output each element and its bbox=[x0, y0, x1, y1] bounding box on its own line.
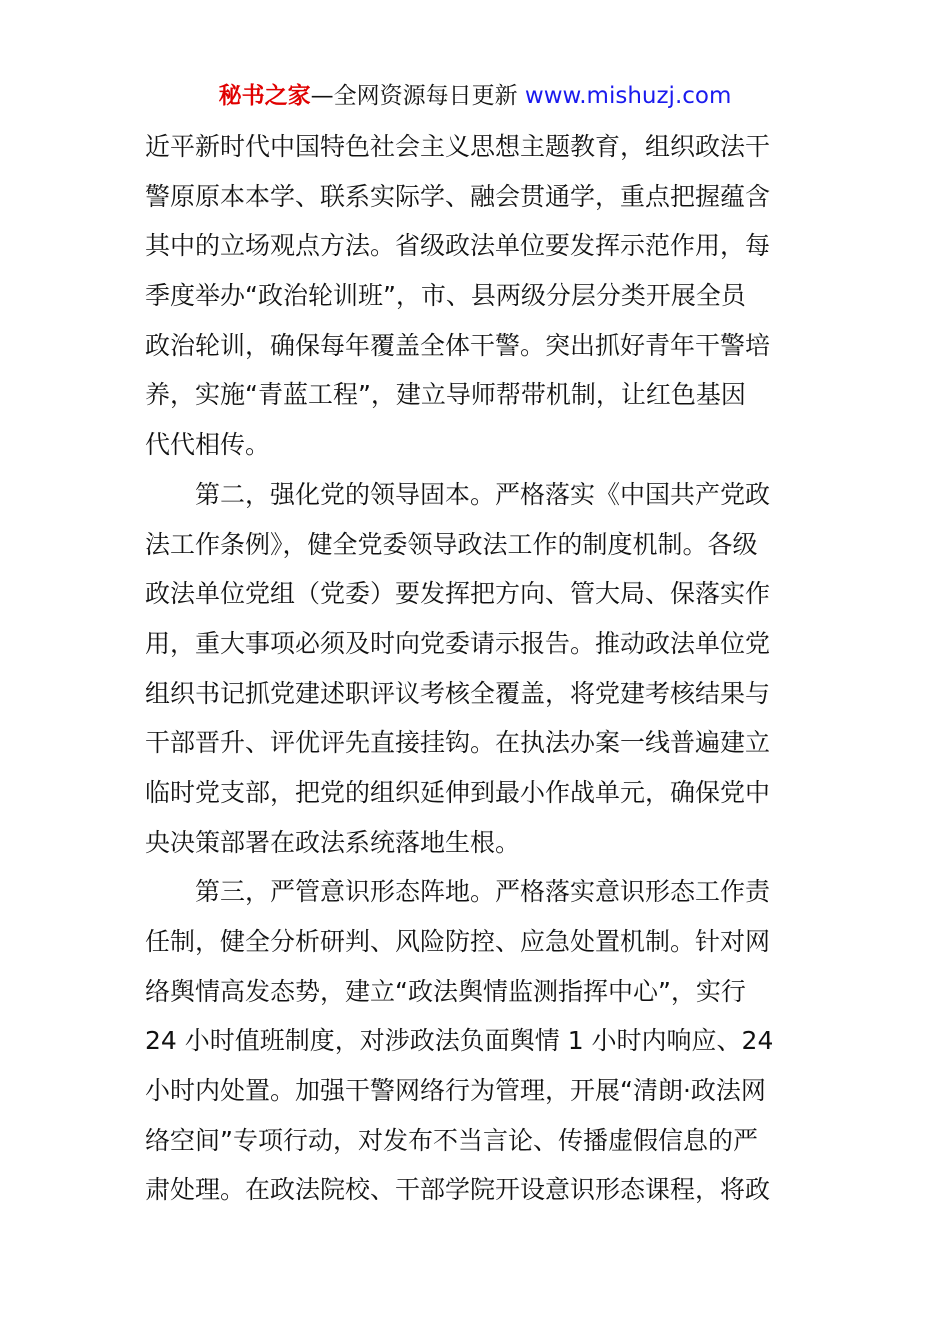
document-body bbox=[145, 122, 810, 1215]
paragraph-3-first-line: 第三，严管意识形态阵地。严格落实意识形态工作责 bbox=[145, 877, 771, 907]
text-line: 养，实施“青蓝工程”，建立导师帮带机制，让红色基因 bbox=[145, 380, 746, 410]
text-line: 近平新时代中国特色社会主义思想主题教育，组织政法干 bbox=[145, 132, 771, 161]
page-header bbox=[0, 78, 950, 114]
text-line: 小时内处置。加强干警网络行为管理，开展“清朗·政法网 bbox=[145, 1076, 766, 1106]
text-line: 络空间”专项行动，对发布不当言论、传播虚假信息的严 bbox=[145, 1125, 758, 1155]
text-line: 政治轮训，确保每年覆盖全体干警。突出抓好青年干警培 bbox=[145, 330, 771, 360]
text-line: 季度举办“政治轮训班”，市、县两级分层分类开展全员 bbox=[145, 281, 746, 311]
site-url-link[interactable]: www.mishuzj.com bbox=[524, 83, 732, 109]
text-line: 政法单位党组（党委）要发挥把方向、管大局、保落实作 bbox=[145, 579, 771, 609]
text-line: 络舆情高发态势，建立“政法舆情监测指挥中心”，实行 bbox=[145, 976, 746, 1006]
text-line: 用，重大事项必须及时向党委请示报告。推动政法单位党 bbox=[145, 628, 771, 658]
header-tagline: —全网资源每日更新 bbox=[310, 83, 525, 109]
text-line: 央决策部署在政法系统落地生根。 bbox=[145, 827, 521, 857]
brand-name: 秘书之家 bbox=[218, 83, 311, 109]
text-line: 组织书记抓党建述职评议考核全覆盖，将党建考核结果与 bbox=[145, 678, 771, 708]
paragraph-2-first-line: 第二，强化党的领导固本。严格落实《中国共产党政 bbox=[145, 479, 771, 509]
text-line: 24 小时值班制度，对涉政法负面舆情 1 小时内响应、24 bbox=[145, 1026, 774, 1056]
text-line: 临时党支部，把党的组织延伸到最小作战单元，确保党中 bbox=[145, 777, 771, 807]
text-line: 其中的立场观点方法。省级政法单位要发挥示范作用，每 bbox=[145, 231, 771, 261]
text-line: 法工作条例》，健全党委领导政法工作的制度机制。各级 bbox=[145, 529, 758, 559]
text-line: 警原原本本学、联系实际学、融会贯通学，重点把握蕴含 bbox=[145, 181, 771, 211]
text-line: 干部晋升、评优评先直接挂钩。在执法办案一线普遍建立 bbox=[145, 728, 771, 758]
text-line: 肃处理。在政法院校、干部学院开设意识形态课程，将政 bbox=[145, 1175, 771, 1205]
text-line: 任制，健全分析研判、风险防控、应急处置机制。针对网 bbox=[145, 927, 771, 956]
text-line: 代代相传。 bbox=[145, 430, 271, 460]
